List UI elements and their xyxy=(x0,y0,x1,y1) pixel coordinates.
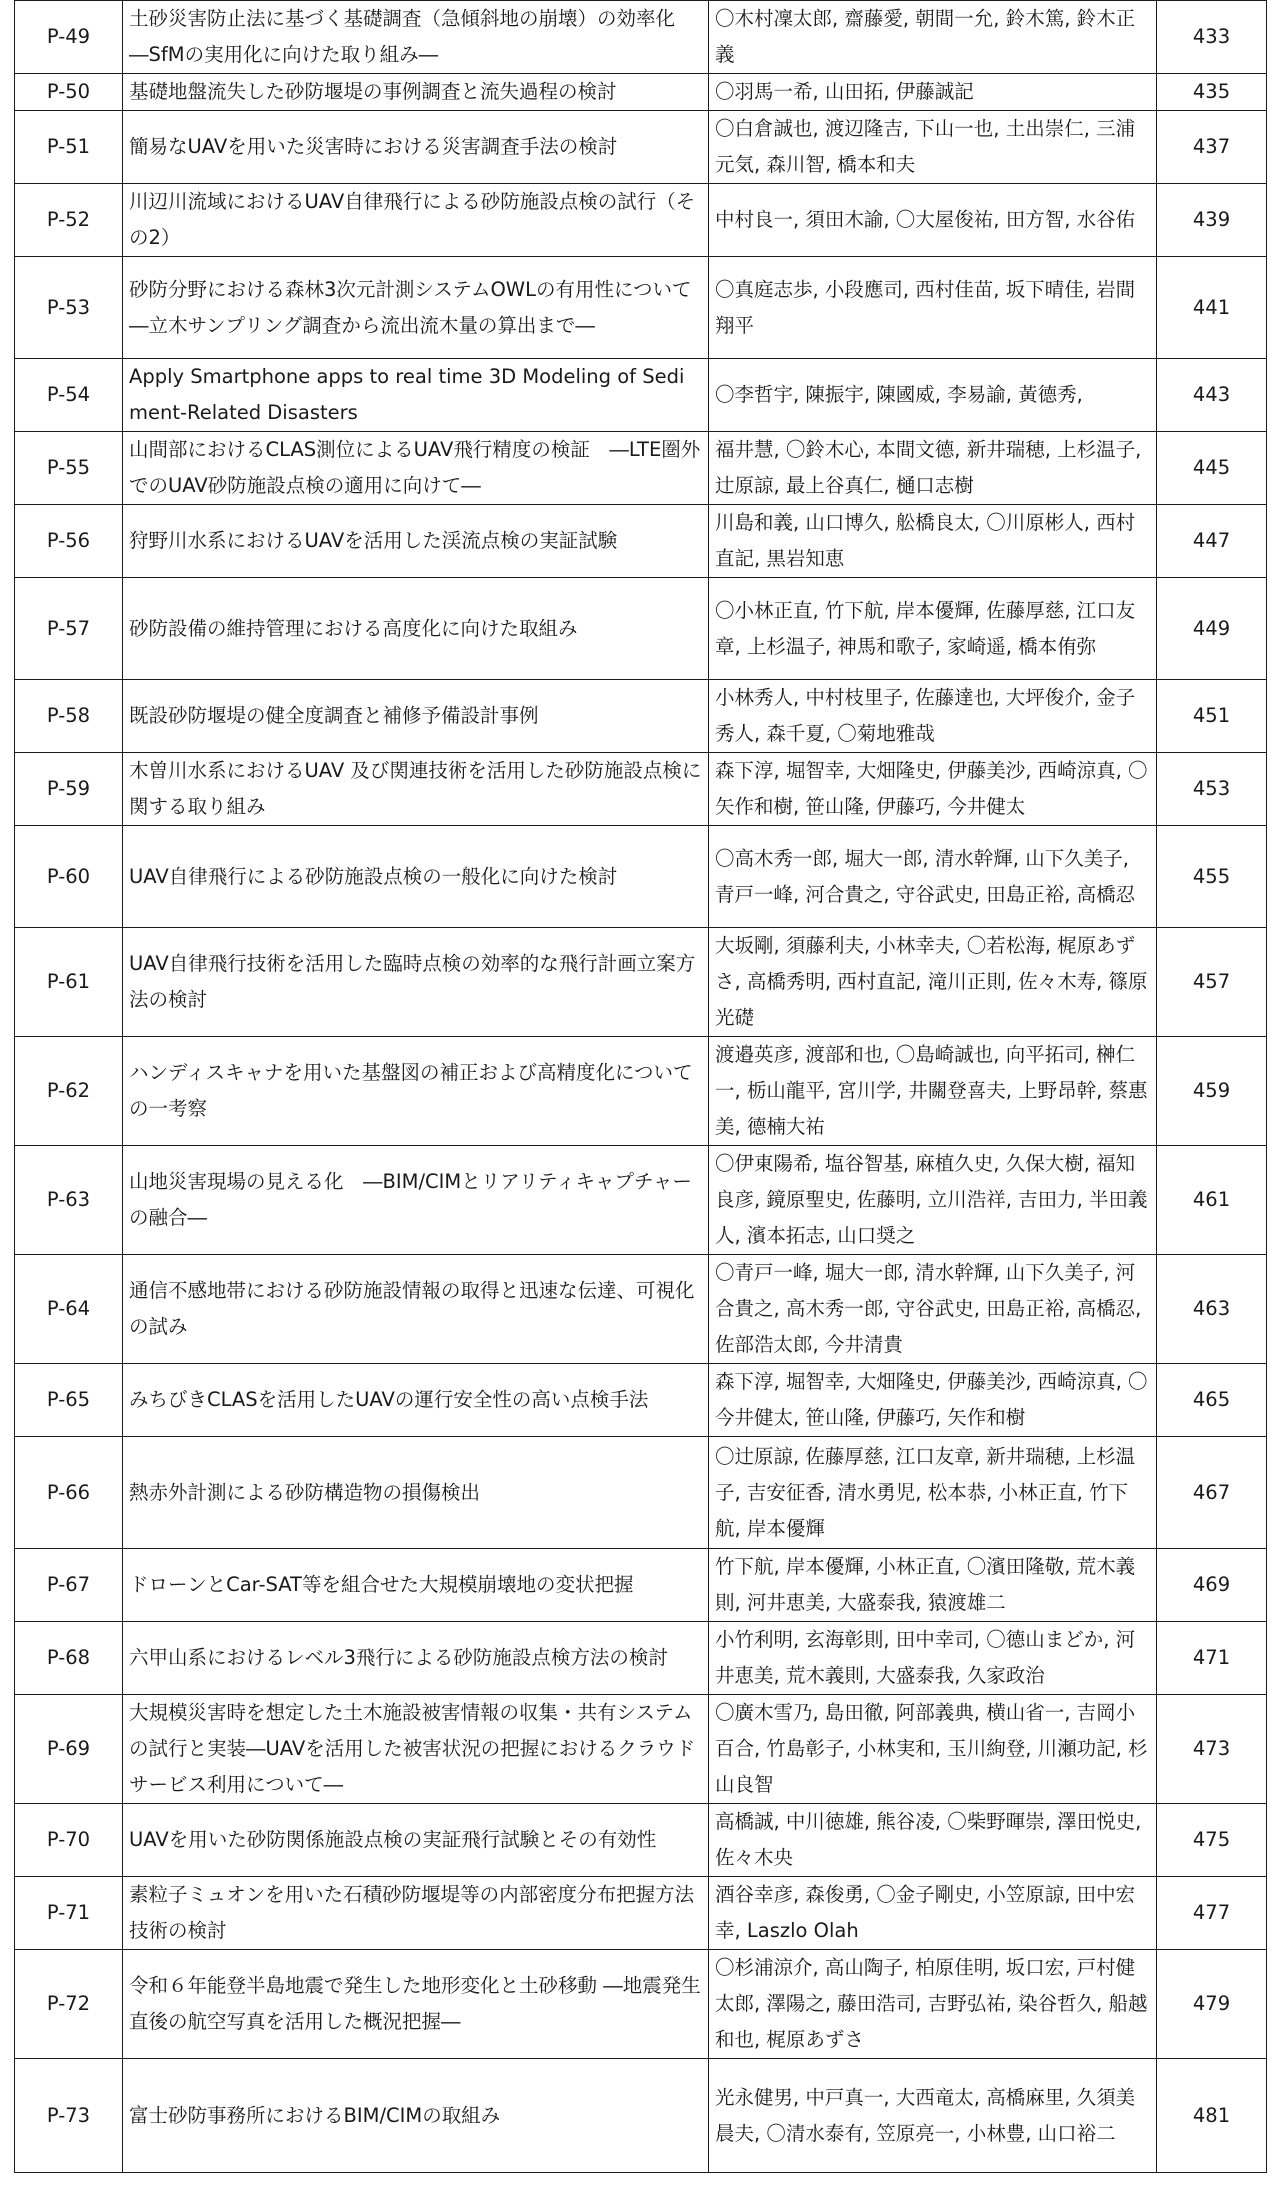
page-number: 447 xyxy=(1157,505,1267,578)
table-row xyxy=(15,1877,1267,1950)
presentation-authors: 〇杉浦涼介, 高山陶子, 柏原佳明, 坂口宏, 戸村健太郎, 澤陽之, 藤田浩司, 吉野弘祐, 染谷哲久, 船越和也, 梶原あずさ xyxy=(709,1950,1157,2059)
page-number: 465 xyxy=(1157,1364,1267,1437)
presentation-authors: 小竹利明, 玄海彰則, 田中幸司, 〇德山まどか, 河井恵美, 荒木義則, 大盛泰我, 久家政治 xyxy=(709,1622,1157,1695)
presentation-title: 既設砂防堰堤の健全度調査と補修予備設計事例 xyxy=(123,680,709,753)
presentation-id: P-72 xyxy=(15,1950,123,2059)
presentation-title: 六甲山系におけるレベル3飛行による砂防施設点検方法の検討 xyxy=(123,1622,709,1695)
presentation-authors: 竹下航, 岸本優輝, 小林正直, 〇濱田隆敬, 荒木義則, 河井恵美, 大盛泰我, 猿渡雄二 xyxy=(709,1549,1157,1622)
presentation-title: ドローンとCar-SAT等を組合せた大規模崩壊地の変状把握 xyxy=(123,1549,709,1622)
page-number: 439 xyxy=(1157,184,1267,257)
table-body xyxy=(15,1,1267,2173)
page-number: 433 xyxy=(1157,1,1267,74)
presentation-title: みちびきCLASを活用したUAVの運行安全性の高い点検手法 xyxy=(123,1364,709,1437)
presentation-authors: 酒谷幸彦, 森俊勇, 〇金子剛史, 小笠原諒, 田中宏幸, Laszlo Olah xyxy=(709,1877,1157,1950)
page-number: 461 xyxy=(1157,1146,1267,1255)
table-row xyxy=(15,74,1267,111)
presentation-id: P-69 xyxy=(15,1695,123,1804)
presentation-authors: 光永健男, 中戸真一, 大西竜太, 高橋麻里, 久須美晨夫, 〇清水泰有, 笠原亮一, 小林豊, 山口裕二 xyxy=(709,2059,1157,2173)
table-row xyxy=(15,1549,1267,1622)
presentation-id: P-71 xyxy=(15,1877,123,1950)
presentation-title: UAV自律飛行による砂防施設点検の一般化に向けた検討 xyxy=(123,826,709,928)
presentation-id: P-61 xyxy=(15,928,123,1037)
presentation-id: P-60 xyxy=(15,826,123,928)
page-number: 451 xyxy=(1157,680,1267,753)
presentation-title: 簡易なUAVを用いた災害時における災害調査手法の検討 xyxy=(123,111,709,184)
presentation-authors: 〇木村凜太郎, 齋藤愛, 朝間一允, 鈴木篤, 鈴木正義 xyxy=(709,1,1157,74)
presentation-id: P-51 xyxy=(15,111,123,184)
presentation-id: P-58 xyxy=(15,680,123,753)
presentation-authors: 大坂剛, 須藤利夫, 小林幸夫, 〇若松海, 梶原あずさ, 高橋秀明, 西村直記, 滝川正則, 佐々木寿, 篠原光礎 xyxy=(709,928,1157,1037)
table-row xyxy=(15,1255,1267,1364)
presentation-title: ハンディスキャナを用いた基盤図の補正および高精度化についての一考察 xyxy=(123,1037,709,1146)
presentation-title: 土砂災害防止法に基づく基礎調査（急傾斜地の崩壊）の効率化 ―SfMの実用化に向けた取り組み― xyxy=(123,1,709,74)
presentation-title: 川辺川流域におけるUAV自律飛行による砂防施設点検の試行（その2） xyxy=(123,184,709,257)
presentation-id: P-52 xyxy=(15,184,123,257)
presentation-id: P-63 xyxy=(15,1146,123,1255)
presentation-title: 基礎地盤流失した砂防堰堤の事例調査と流失過程の検討 xyxy=(123,74,709,111)
presentation-title: 富士砂防事務所におけるBIM/CIMの取組み xyxy=(123,2059,709,2173)
table-row xyxy=(15,505,1267,578)
table-row xyxy=(15,753,1267,826)
table-row xyxy=(15,359,1267,432)
table-row xyxy=(15,111,1267,184)
presentation-authors: 渡邉英彦, 渡部和也, 〇島崎誠也, 向平拓司, 榊仁一, 栃山龍平, 宮川学, 井關登喜夫, 上野昂幹, 蔡惠美, 德楠大祐 xyxy=(709,1037,1157,1146)
presentation-id: P-73 xyxy=(15,2059,123,2173)
presentation-title: 素粒子ミュオンを用いた石積砂防堰堤等の内部密度分布把握方法技術の検討 xyxy=(123,1877,709,1950)
presentation-title: UAVを用いた砂防関係施設点検の実証飛行試験とその有効性 xyxy=(123,1804,709,1877)
presentation-title: 令和６年能登半島地震で発生した地形変化と土砂移動 ―地震発生直後の航空写真を活用した概況把握― xyxy=(123,1950,709,2059)
presentation-authors: 中村良一, 須田木諭, 〇大屋俊祐, 田方智, 水谷佑 xyxy=(709,184,1157,257)
presentation-id: P-59 xyxy=(15,753,123,826)
presentation-authors: 小林秀人, 中村枝里子, 佐藤達也, 大坪俊介, 金子秀人, 森千夏, 〇菊地雅哉 xyxy=(709,680,1157,753)
page-number: 473 xyxy=(1157,1695,1267,1804)
presentation-authors: 〇真庭志歩, 小段應司, 西村佳苗, 坂下晴佳, 岩間翔平 xyxy=(709,257,1157,359)
presentation-id: P-57 xyxy=(15,578,123,680)
presentation-authors: 〇白倉誠也, 渡辺隆吉, 下山一也, 土出崇仁, 三浦元気, 森川智, 橋本和夫 xyxy=(709,111,1157,184)
table-row xyxy=(15,432,1267,505)
page-number: 443 xyxy=(1157,359,1267,432)
presentation-id: P-66 xyxy=(15,1437,123,1549)
table-row xyxy=(15,1146,1267,1255)
presentation-title: 狩野川水系におけるUAVを活用した渓流点検の実証試験 xyxy=(123,505,709,578)
presentation-authors: 川島和義, 山口博久, 舩橋良太, 〇川原彬人, 西村直記, 黒岩知恵 xyxy=(709,505,1157,578)
table-row xyxy=(15,1364,1267,1437)
presentation-id: P-54 xyxy=(15,359,123,432)
page-number: 467 xyxy=(1157,1437,1267,1549)
presentation-authors: 森下淳, 堀智幸, 大畑隆史, 伊藤美沙, 西崎涼真, 〇矢作和樹, 笹山隆, 伊藤巧, 今井健太 xyxy=(709,753,1157,826)
page-number: 479 xyxy=(1157,1950,1267,2059)
presentation-id: P-67 xyxy=(15,1549,123,1622)
presentation-authors: 〇青戸一峰, 堀大一郎, 清水幹輝, 山下久美子, 河合貴之, 高木秀一郎, 守谷武史, 田島正裕, 高橋忍, 佐部浩太郎, 今井清貴 xyxy=(709,1255,1157,1364)
page-number: 481 xyxy=(1157,2059,1267,2173)
page-number: 475 xyxy=(1157,1804,1267,1877)
table-row xyxy=(15,1,1267,74)
presentation-authors: 〇辻原諒, 佐藤厚慈, 江口友章, 新井瑞穂, 上杉温子, 吉安征香, 清水勇児, 松本恭, 小林正直, 竹下航, 岸本優輝 xyxy=(709,1437,1157,1549)
page-number: 455 xyxy=(1157,826,1267,928)
table-row xyxy=(15,1037,1267,1146)
presentation-authors: 〇羽馬一希, 山田拓, 伊藤誠記 xyxy=(709,74,1157,111)
table-row xyxy=(15,1804,1267,1877)
page-number: 437 xyxy=(1157,111,1267,184)
presentation-authors: 〇伊東陽希, 塩谷智基, 麻植久史, 久保大樹, 福知良彦, 鏡原聖史, 佐藤明, 立川浩祥, 吉田力, 半田義人, 濱本拓志, 山口奨之 xyxy=(709,1146,1157,1255)
presentation-authors: 〇小林正直, 竹下航, 岸本優輝, 佐藤厚慈, 江口友章, 上杉温子, 神馬和歌子, 家崎遥, 橋本侑弥 xyxy=(709,578,1157,680)
presentation-authors: 〇李哲宇, 陳振宇, 陳國威, 李易諭, 黃德秀, xyxy=(709,359,1157,432)
page-number: 453 xyxy=(1157,753,1267,826)
page-number: 445 xyxy=(1157,432,1267,505)
table-row xyxy=(15,1437,1267,1549)
presentation-authors: 福井慧, 〇鈴木心, 本間文德, 新井瑞穂, 上杉温子, 辻原諒, 最上谷真仁, 樋口志樹 xyxy=(709,432,1157,505)
presentation-id: P-50 xyxy=(15,74,123,111)
table-row xyxy=(15,1622,1267,1695)
table-row xyxy=(15,578,1267,680)
presentation-title: 山地災害現場の見える化 ―BIM/CIMとリアリティキャプチャーの融合― xyxy=(123,1146,709,1255)
presentation-title: 通信不感地帯における砂防施設情報の取得と迅速な伝達、可視化の試み xyxy=(123,1255,709,1364)
presentation-id: P-64 xyxy=(15,1255,123,1364)
presentation-authors: 〇廣木雪乃, 島田徹, 阿部義典, 横山省一, 吉岡小百合, 竹島彰子, 小林実和, 玉川絢登, 川瀬功記, 杉山良智 xyxy=(709,1695,1157,1804)
table-row xyxy=(15,928,1267,1037)
poster-session-table xyxy=(14,0,1267,2173)
presentation-title: UAV自律飛行技術を活用した臨時点検の効率的な飛行計画立案方法の検討 xyxy=(123,928,709,1037)
presentation-title: 砂防分野における森林3次元計測システムOWLの有用性について ―立木サンプリング調査から流出流木量の算出まで― xyxy=(123,257,709,359)
table-row xyxy=(15,184,1267,257)
presentation-title: 木曽川水系におけるUAV 及び関連技術を活用した砂防施設点検に関する取り組み xyxy=(123,753,709,826)
table-row xyxy=(15,2059,1267,2173)
page-number: 459 xyxy=(1157,1037,1267,1146)
presentation-id: P-70 xyxy=(15,1804,123,1877)
presentation-title: 大規模災害時を想定した土木施設被害情報の収集・共有システムの試行と実装―UAVを活用した被害状況の把握におけるクラウドサービス利用について― xyxy=(123,1695,709,1804)
presentation-title: 山間部におけるCLAS測位によるUAV飛行精度の検証 ―LTE圏外でのUAV砂防施設点検の適用に向けて― xyxy=(123,432,709,505)
presentation-authors: 森下淳, 堀智幸, 大畑隆史, 伊藤美沙, 西崎涼真, 〇今井健太, 笹山隆, 伊藤巧, 矢作和樹 xyxy=(709,1364,1157,1437)
presentation-title: 熱赤外計測による砂防構造物の損傷検出 xyxy=(123,1437,709,1549)
table-row xyxy=(15,1695,1267,1804)
presentation-id: P-65 xyxy=(15,1364,123,1437)
page-number: 457 xyxy=(1157,928,1267,1037)
presentation-authors: 〇高木秀一郎, 堀大一郎, 清水幹輝, 山下久美子, 青戸一峰, 河合貴之, 守谷武史, 田島正裕, 高橋忍 xyxy=(709,826,1157,928)
table-row xyxy=(15,680,1267,753)
page-number: 463 xyxy=(1157,1255,1267,1364)
page-number: 441 xyxy=(1157,257,1267,359)
presentation-id: P-53 xyxy=(15,257,123,359)
presentation-authors: 高橋誠, 中川徳雄, 熊谷凌, 〇柴野暉崇, 澤田悦史, 佐々木央 xyxy=(709,1804,1157,1877)
page-number: 477 xyxy=(1157,1877,1267,1950)
table-row xyxy=(15,1950,1267,2059)
page-number: 469 xyxy=(1157,1549,1267,1622)
page-number: 449 xyxy=(1157,578,1267,680)
presentation-id: P-68 xyxy=(15,1622,123,1695)
presentation-title: Apply Smartphone apps to real time 3D Modeling of Sediment-Related Disasters xyxy=(123,359,709,432)
presentation-id: P-62 xyxy=(15,1037,123,1146)
presentation-id: P-49 xyxy=(15,1,123,74)
page-number: 471 xyxy=(1157,1622,1267,1695)
table-row xyxy=(15,257,1267,359)
presentation-id: P-55 xyxy=(15,432,123,505)
presentation-title: 砂防設備の維持管理における高度化に向けた取組み xyxy=(123,578,709,680)
presentation-id: P-56 xyxy=(15,505,123,578)
page-number: 435 xyxy=(1157,74,1267,111)
table-row xyxy=(15,826,1267,928)
